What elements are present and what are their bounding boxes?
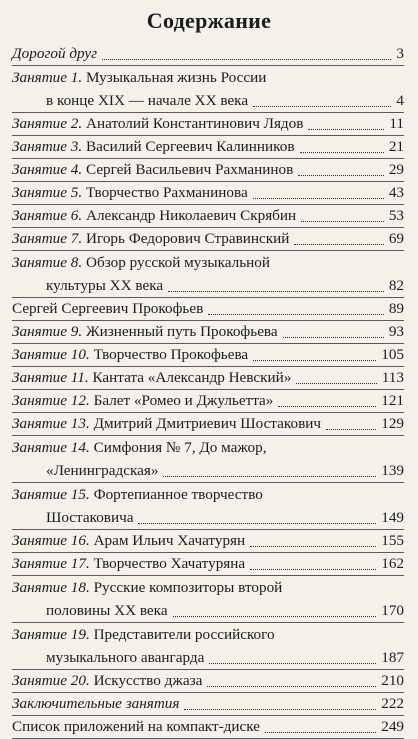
toc-entry (12, 66, 404, 113)
page-number: 53 (388, 207, 404, 224)
entry-title: половины XX века (46, 602, 168, 619)
toc-entry-line (12, 89, 404, 112)
page-number: 82 (388, 277, 404, 294)
page-number: 4 (396, 92, 404, 109)
toc-entry (12, 670, 404, 693)
toc-entry (12, 298, 404, 321)
entry-title: Список приложений на компакт-диске (12, 718, 261, 735)
toc-entry (12, 205, 404, 228)
lesson-number: Занятие 7. (12, 230, 83, 247)
toc-entry-line (12, 182, 404, 204)
dot-leader (326, 428, 376, 430)
toc-entry-line (12, 113, 404, 135)
toc-entry-line (12, 136, 404, 158)
toc-entry-line (12, 553, 404, 575)
entry-title: Дмитрий Дмитриевич Шостакович (93, 415, 322, 432)
lesson-number: Занятие 16. (12, 532, 90, 549)
dot-leader (253, 359, 376, 361)
entry-title: Искусство джаза (93, 672, 203, 689)
toc-entry (12, 113, 404, 136)
toc-entry (12, 623, 404, 670)
entry-title: Музыкальная жизнь России (86, 69, 267, 86)
entry-title: Жизненный путь Прокофьева (86, 323, 278, 340)
entry-title: Творчество Рахманинова (86, 184, 248, 201)
entry-title: Александр Николаевич Скрябин (86, 207, 297, 224)
lesson-number: Занятие 6. (12, 207, 83, 224)
page-number: 121 (381, 392, 404, 409)
dot-leader (265, 731, 376, 733)
toc-entry-line (12, 599, 404, 622)
toc-entry-line (12, 459, 404, 482)
toc-entry (12, 436, 404, 483)
dot-leader (301, 220, 384, 222)
table-of-contents (12, 43, 404, 739)
lesson-number: Занятие 13. (12, 415, 90, 432)
toc-entry-line (12, 483, 404, 506)
lesson-number: Занятие 11. (12, 369, 89, 386)
toc-entry (12, 530, 404, 553)
toc-entry-line (12, 205, 404, 227)
entry-title: Заключительные занятия (12, 695, 180, 712)
toc-entry-line (12, 390, 404, 412)
toc-entry-line (12, 646, 404, 669)
lesson-number: Занятие 18. (12, 579, 90, 596)
toc-entry-line (12, 344, 404, 366)
toc-entry (12, 483, 404, 530)
dot-leader (208, 313, 384, 315)
entry-title: Фортепианное творчество (93, 486, 263, 503)
page-number: 187 (381, 649, 404, 666)
toc-entry-line (12, 43, 404, 65)
toc-entry-line (12, 228, 404, 250)
entry-title: в конце XIX — начале XX века (46, 92, 249, 109)
lesson-number: Занятие 19. (12, 626, 90, 643)
page-number: 249 (381, 718, 404, 735)
toc-entry (12, 344, 404, 367)
entry-title: Кантата «Александр Невский» (92, 369, 292, 386)
toc-entry-line (12, 321, 404, 343)
page-number: 93 (388, 323, 404, 340)
dot-leader (207, 685, 376, 687)
lesson-number: Занятие 10. (12, 346, 90, 363)
lesson-number: Занятие 9. (12, 323, 83, 340)
toc-entry-line (12, 413, 404, 435)
entry-title: Представители российского (93, 626, 275, 643)
toc-entry-line (12, 670, 404, 692)
entry-title: музыкального авангарда (46, 649, 205, 666)
toc-entry (12, 693, 404, 716)
toc-entry-line (12, 251, 404, 274)
toc-entry (12, 251, 404, 298)
dot-leader (168, 290, 384, 292)
toc-entry (12, 553, 404, 576)
toc-entry-line (12, 367, 404, 389)
toc-entry (12, 321, 404, 344)
toc-entry-line (12, 576, 404, 599)
dot-leader (163, 475, 376, 477)
toc-entry (12, 413, 404, 436)
lesson-number: Занятие 5. (12, 184, 83, 201)
lesson-number: Занятие 12. (12, 392, 90, 409)
entry-title: культуры XX века (46, 277, 164, 294)
toc-entry-line (12, 66, 404, 89)
dot-leader (296, 382, 376, 384)
entry-title: Обзор русской музыкальной (86, 254, 270, 271)
page-number: 69 (388, 230, 404, 247)
lesson-number: Занятие 1. (12, 69, 83, 86)
lesson-number: Занятие 17. (12, 555, 90, 572)
page-number: 129 (381, 415, 404, 432)
lesson-number: Занятие 14. (12, 439, 90, 456)
entry-title: Творчество Хачатуряна (93, 555, 246, 572)
toc-entry (12, 136, 404, 159)
toc-entry (12, 159, 404, 182)
page-number: 3 (396, 45, 404, 62)
page-number: 11 (389, 115, 404, 132)
entry-title: «Ленинградская» (46, 462, 159, 479)
toc-entry-line (12, 530, 404, 552)
lesson-number: Занятие 20. (12, 672, 90, 689)
page-number: 43 (388, 184, 404, 201)
entry-title: Сергей Сергеевич Прокофьев (12, 300, 204, 317)
toc-entry (12, 367, 404, 390)
entry-title: Симфония № 7, До мажор, (93, 439, 267, 456)
dot-leader (278, 405, 376, 407)
toc-entry-line (12, 716, 404, 738)
toc-entry-line (12, 436, 404, 459)
toc-entry-line (12, 274, 404, 297)
page-number: 113 (381, 369, 404, 386)
entry-title: Творчество Прокофьева (93, 346, 249, 363)
dot-leader (308, 128, 384, 130)
entry-title: Шостаковича (46, 509, 134, 526)
entry-title: Дорогой друг (12, 45, 98, 62)
dot-leader (253, 197, 384, 199)
dot-leader (138, 522, 376, 524)
dot-leader (253, 105, 391, 107)
dot-leader (294, 243, 383, 245)
toc-entry (12, 390, 404, 413)
toc-entry (12, 182, 404, 205)
page-number: 139 (381, 462, 404, 479)
toc-entry (12, 716, 404, 739)
lesson-number: Занятие 8. (12, 254, 83, 271)
toc-entry-line (12, 298, 404, 320)
dot-leader (184, 708, 376, 710)
page-number: 222 (381, 695, 404, 712)
dot-leader (102, 58, 391, 60)
entry-title: Арам Ильич Хачатурян (93, 532, 246, 549)
toc-entry (12, 43, 404, 66)
toc-entry-line (12, 506, 404, 529)
dot-leader (209, 662, 376, 664)
toc-entry (12, 576, 404, 623)
entry-title: Сергей Васильевич Рахманинов (86, 161, 294, 178)
dot-leader (250, 568, 376, 570)
lesson-number: Занятие 3. (12, 138, 83, 155)
toc-entry (12, 228, 404, 251)
dot-leader (283, 336, 384, 338)
entry-title: Балет «Ромео и Джульетта» (93, 392, 274, 409)
lesson-number: Занятие 15. (12, 486, 90, 503)
page-number: 162 (381, 555, 404, 572)
dot-leader (250, 545, 376, 547)
toc-entry-line (12, 159, 404, 181)
dot-leader (300, 151, 384, 153)
page-number: 149 (381, 509, 404, 526)
dot-leader (298, 174, 384, 176)
toc-entry-line (12, 693, 404, 715)
page-number: 21 (388, 138, 404, 155)
entry-title: Русские композиторы второй (93, 579, 283, 596)
page-number: 29 (388, 161, 404, 178)
entry-title: Анатолий Константинович Лядов (86, 115, 304, 132)
entry-title: Игорь Федорович Стравинский (86, 230, 290, 247)
lesson-number: Занятие 2. (12, 115, 83, 132)
page-number: 155 (381, 532, 404, 549)
lesson-number: Занятие 4. (12, 161, 83, 178)
page-title: Содержание (146, 8, 272, 33)
entry-title: Василий Сергеевич Калинников (86, 138, 295, 155)
dot-leader (173, 615, 377, 617)
page-number: 89 (388, 300, 404, 317)
page-number: 210 (381, 672, 404, 689)
toc-entry-line (12, 623, 404, 646)
page-number: 170 (381, 602, 404, 619)
page-number: 105 (381, 346, 404, 363)
